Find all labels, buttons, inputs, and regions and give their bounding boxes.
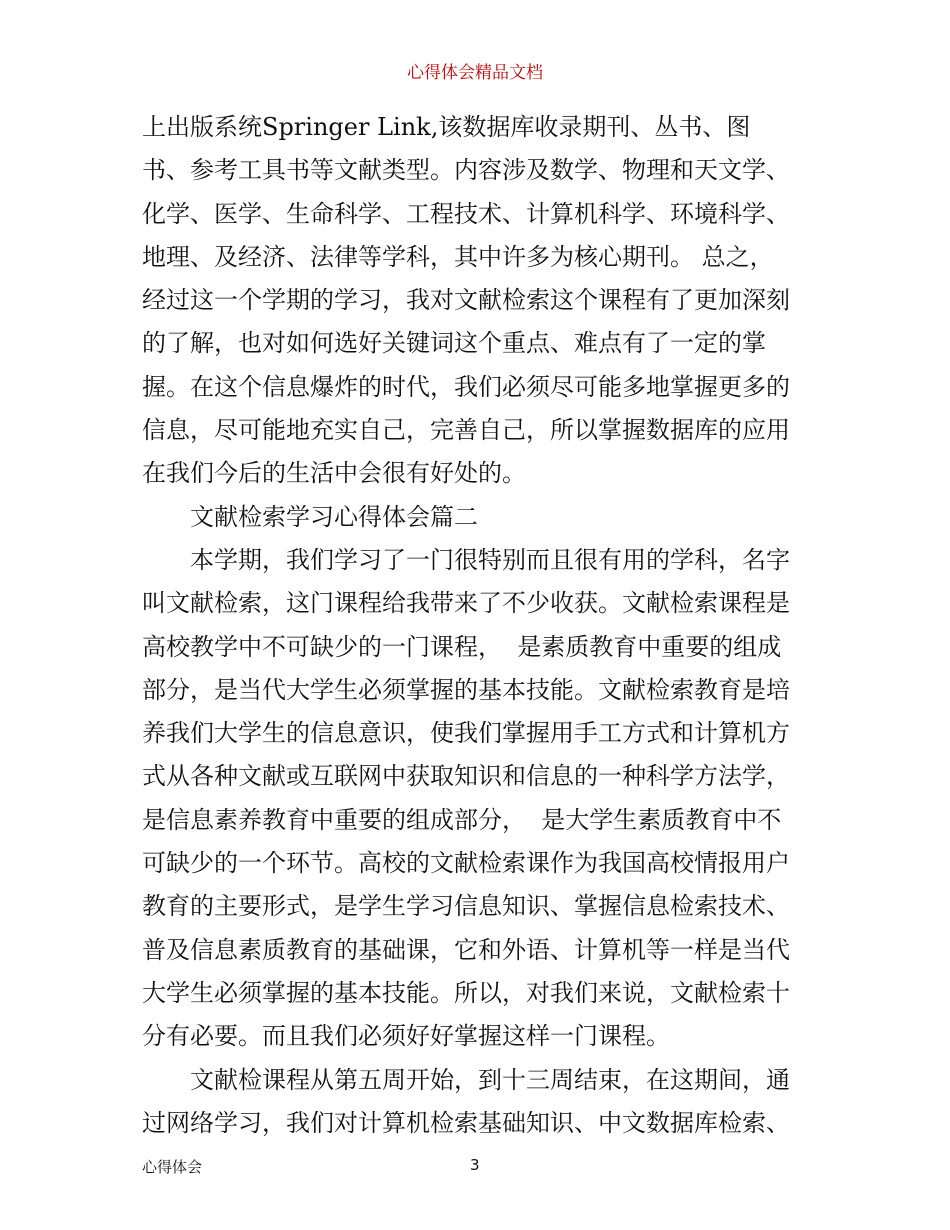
text-line: 是信息素养教育中重要的组成部分， 是大学生素质教育中不 bbox=[142, 805, 782, 834]
document-header-title: 心得体会精品文档 bbox=[407, 63, 543, 83]
text-line: 文献检课程从第五周开始，到十三周结束，在这期间，通 bbox=[190, 1065, 790, 1094]
text-line: 叫文献检索，这门课程给我带来了不少收获。文献检索课程是 bbox=[142, 589, 790, 618]
text-line: 的了解，也对如何选好关键词这个重点、难点有了一定的掌 bbox=[142, 329, 766, 358]
footer-label: 心得体会 bbox=[142, 1158, 203, 1176]
text-line: 可缺少的一个环节。高校的文献检索课作为我国高校情报用户 bbox=[142, 849, 790, 878]
text-line: 过网络学习，我们对计算机检索基础知识、中文数据库检索、 bbox=[142, 1108, 790, 1137]
text-line: 化学、医学、生命科学、工程技术、计算机科学、环境科学、 bbox=[142, 199, 790, 228]
text-line: 本学期，我们学习了一门很特别而且很有用的学科，名字 bbox=[190, 545, 790, 574]
text-line: 在我们今后的生活中会很有好处的。 bbox=[142, 459, 526, 488]
text-line: 教育的主要形式，是学生学习信息知识、掌握信息检索技术、 bbox=[142, 892, 790, 921]
text-line: 经过这一个学期的学习，我对文献检索这个课程有了更加深刻 bbox=[142, 286, 790, 315]
text-line: 上出版系统Springer Link,该数据库收录期刊、丛书、图 bbox=[142, 113, 751, 141]
text-line: 书、参考工具书等文献类型。内容涉及数学、物理和天文学、 bbox=[142, 156, 790, 185]
text-line: 式从各种文献或互联网中获取知识和信息的一种科学方法学， bbox=[142, 762, 790, 791]
page-number: 3 bbox=[470, 1156, 480, 1174]
text-line: 部分，是当代大学生必须掌握的基本技能。文献检索教育是培 bbox=[142, 675, 790, 704]
text-line: 大学生必须掌握的基本技能。所以，对我们来说，文献检索十 bbox=[142, 978, 790, 1007]
text-line: 分有必要。而且我们必须好好掌握这样一门课程。 bbox=[142, 1022, 670, 1051]
text-line: 信息，尽可能地充实自己，完善自己，所以掌握数据库的应用 bbox=[142, 416, 790, 445]
text-line: 高校教学中不可缺少的一门课程， 是素质教育中重要的组成 bbox=[142, 632, 782, 661]
text-line: 地理、及经济、法律等学科，其中许多为核心期刊。 总之， bbox=[142, 242, 774, 271]
text-line: 文献检索学习心得体会篇二 bbox=[190, 502, 478, 531]
text-line: 普及信息素质教育的基础课，它和外语、计算机等一样是当代 bbox=[142, 935, 790, 964]
document-body bbox=[142, 106, 818, 1145]
text-line: 养我们大学生的信息意识，使我们掌握用手工方式和计算机方 bbox=[142, 719, 790, 748]
text-line: 握。在这个信息爆炸的时代，我们必须尽可能多地掌握更多的 bbox=[142, 372, 790, 401]
